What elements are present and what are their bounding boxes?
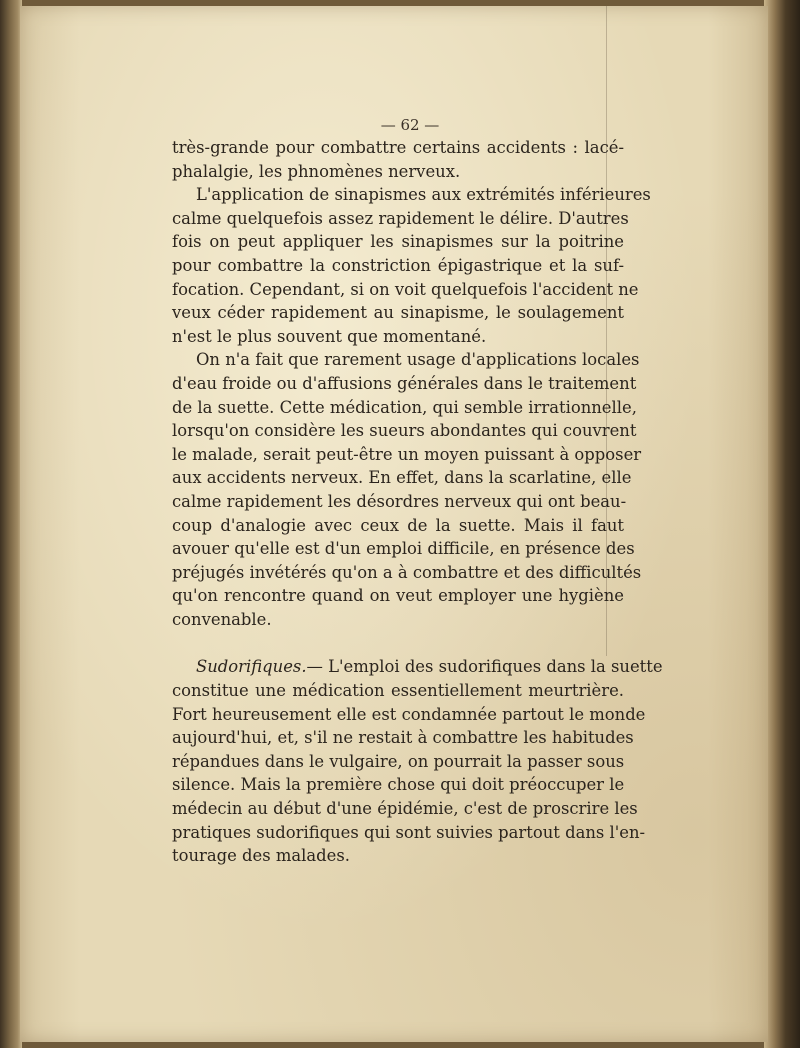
text-line: focation. Cependant, si on voit quelquefois l'accident ne — [172, 279, 639, 299]
text-line: n'est le plus souvent que momentané. — [172, 326, 487, 346]
text-line: pour combattre la constriction épigastrique et la suf- — [172, 255, 624, 275]
text-line: convenable. — [172, 609, 272, 629]
text-line: d'eau froide ou d'affusions générales dans le traitement — [172, 373, 637, 393]
page-number: — 62 — — [380, 116, 440, 134]
text-line: très-grande pour combattre certains accidents : lacé- — [172, 138, 624, 157]
book-right-edge — [764, 0, 800, 1048]
text-line: coup d'analogie avec ceux de la suette. Mais il faut — [172, 515, 624, 535]
page-body — [172, 136, 663, 868]
paragraph-3 — [172, 348, 642, 631]
text-line: L'application de sinapismes aux extrémités inférieures — [196, 185, 651, 205]
text-line: silence. Mais la première chose qui doit préoccuper le — [172, 775, 625, 795]
text-line: qu'on rencontre quand on veut employer une hygiène — [172, 586, 624, 606]
paragraph-4 — [172, 655, 663, 867]
text-line: aux accidents nerveux. En effet, dans la scarlatine, elle — [172, 468, 632, 488]
text-line: lorsqu'on considère les sueurs abondantes qui couvrent — [172, 421, 637, 441]
text-line: avouer qu'elle est d'un emploi difficile, en présence des — [172, 539, 635, 559]
text-line: préjugés invétérés qu'on a à combattre et des difficultés — [172, 562, 642, 582]
text-line: constitue une médication essentiellement meurtrière. — [172, 681, 624, 701]
text-line: aujourd'hui, et, s'il ne restait à combattre les habitudes — [172, 728, 634, 748]
paragraph-1 — [172, 136, 624, 183]
paragraph-gap — [172, 631, 624, 655]
text-line: calme quelquefois assez rapidement le délire. D'autres — [172, 208, 629, 228]
section-heading: Sudorifiques. — [196, 657, 307, 677]
text-line: veux céder rapidement au sinapisme, le soulagement — [172, 303, 624, 323]
text-line: de la suette. Cette médication, qui semble irrationnelle, — [172, 397, 637, 417]
text-line: répandues dans le vulgaire, on pourrait la passer sous — [172, 751, 625, 771]
heading-continuation: — L'emploi des sudorifiques dans la suette — [306, 657, 663, 677]
text-line: Fort heureusement elle est condamnée partout le monde — [172, 704, 646, 724]
text-line: le malade, serait peut-être un moyen puissant à opposer — [172, 444, 642, 464]
text-line: calme rapidement les désordres nerveux qui ont beau- — [172, 491, 627, 511]
text-line: pratiques sudorifiques qui sont suivies partout dans l'en- — [172, 822, 646, 842]
text-line — [172, 655, 663, 679]
text-line: tourage des malades. — [172, 846, 350, 866]
book-left-edge — [0, 0, 22, 1048]
text-line: fois on peut appliquer les sinapismes sur la poitrine — [172, 232, 624, 252]
text-line: phalalgie, les phnomènes nerveux. — [172, 161, 461, 181]
text-line: On n'a fait que rarement usage d'applications locales — [196, 350, 640, 370]
paragraph-2 — [172, 183, 651, 348]
text-line: médecin au début d'une épidémie, c'est de proscrire les — [172, 799, 638, 819]
